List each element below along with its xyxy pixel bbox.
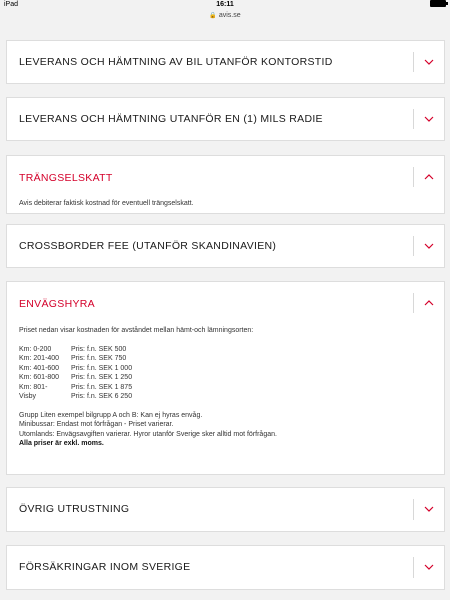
chevron-down-icon[interactable] (424, 114, 434, 124)
chevron-up-icon[interactable] (424, 172, 434, 182)
accordion-body (19, 199, 432, 209)
chevron-down-icon[interactable] (424, 562, 434, 572)
divider (413, 167, 414, 187)
km-range: Km: 0-200 (19, 345, 52, 353)
accordion-title: ÖVRIG UTRUSTNING (19, 503, 130, 515)
chevron-down-icon[interactable] (424, 57, 434, 67)
accordion-title: LEVERANS OCH HÄMTNING AV BIL UTANFÖR KONTORSTID (19, 56, 333, 68)
accordion-title: FÖRSÄKRINGAR INOM SVERIGE (19, 561, 191, 573)
accordion-ovrig-utrustning[interactable] (6, 487, 445, 532)
price-row (19, 373, 432, 383)
km-range: Km: 801- (19, 383, 48, 391)
url-bar[interactable] (0, 10, 450, 22)
chevron-up-icon[interactable] (424, 298, 434, 308)
clock: 16:11 (216, 1, 234, 8)
divider (413, 293, 414, 313)
price-row (19, 345, 432, 355)
price: Pris: f.n. SEK 1 250 (71, 374, 133, 381)
battery-area (430, 0, 446, 7)
battery-icon (430, 0, 446, 7)
url-text: avis.se (218, 12, 241, 19)
price-row (19, 392, 432, 402)
device-label: iPad (4, 1, 19, 8)
chevron-down-icon[interactable] (424, 504, 434, 514)
accordion-envagshyra[interactable] (6, 281, 445, 475)
note-text: Utomlands: Envägsavgiften varierar. Hyror utanför Sverige sker alltid mot förfrågan. (19, 430, 277, 438)
price-row (19, 364, 432, 374)
accordion-title: LEVERANS OCH HÄMTNING UTANFÖR EN (1) MILS RADIE (19, 113, 323, 125)
price: Pris: f.n. SEK 1 875 (71, 383, 133, 391)
note-text: Minibussar: Endast mot förfrågan - Priset varierar. (19, 421, 174, 428)
body-text: Avis debiterar faktisk kostnad för eventuell trängselskatt. (19, 200, 194, 207)
status-bar (0, 0, 450, 10)
price-row (19, 383, 432, 393)
chevron-down-icon[interactable] (424, 241, 434, 251)
divider (413, 499, 414, 520)
km-range: Km: 401-600 (19, 364, 60, 372)
price: Pris: f.n. SEK 1 000 (71, 364, 133, 372)
accordion-forsakringar[interactable] (6, 545, 445, 590)
accordion-title: ENVÄGSHYRA (19, 298, 95, 310)
accordion-trangselskatt[interactable] (6, 155, 445, 214)
km-range: Visby (19, 393, 36, 400)
note-text: Grupp Liten exempel bilgrupp A och B: Kan ej hyras envåg. (19, 411, 203, 419)
km-range: Km: 201-400 (19, 355, 60, 362)
price: Pris: f.n. SEK 6 250 (71, 393, 133, 400)
km-range: Km: 601-800 (19, 374, 60, 381)
price: Pris: f.n. SEK 500 (71, 345, 127, 353)
accordion-leverans-radie[interactable] (6, 97, 445, 141)
accordion-crossborder[interactable] (6, 224, 445, 268)
divider (413, 557, 414, 578)
accordion-title: TRÄNGSELSKATT (19, 172, 113, 184)
price: Pris: f.n. SEK 750 (71, 355, 127, 362)
lock-icon: 🔒 (209, 13, 217, 19)
divider (413, 236, 414, 256)
accordion-leverans-kontorstid[interactable] (6, 40, 445, 84)
divider (413, 52, 414, 72)
accordion-body (19, 326, 432, 449)
price-row (19, 354, 432, 364)
accordion-title: CROSSBORDER FEE (UTANFÖR SKANDINAVIEN) (19, 240, 277, 252)
intro-text: Priset nedan visar kostnaden för avståndet mellan hämt-och lämningsorten: (19, 327, 254, 334)
vat-note: Alla priser är exkl. moms. (19, 440, 104, 447)
divider (413, 109, 414, 129)
